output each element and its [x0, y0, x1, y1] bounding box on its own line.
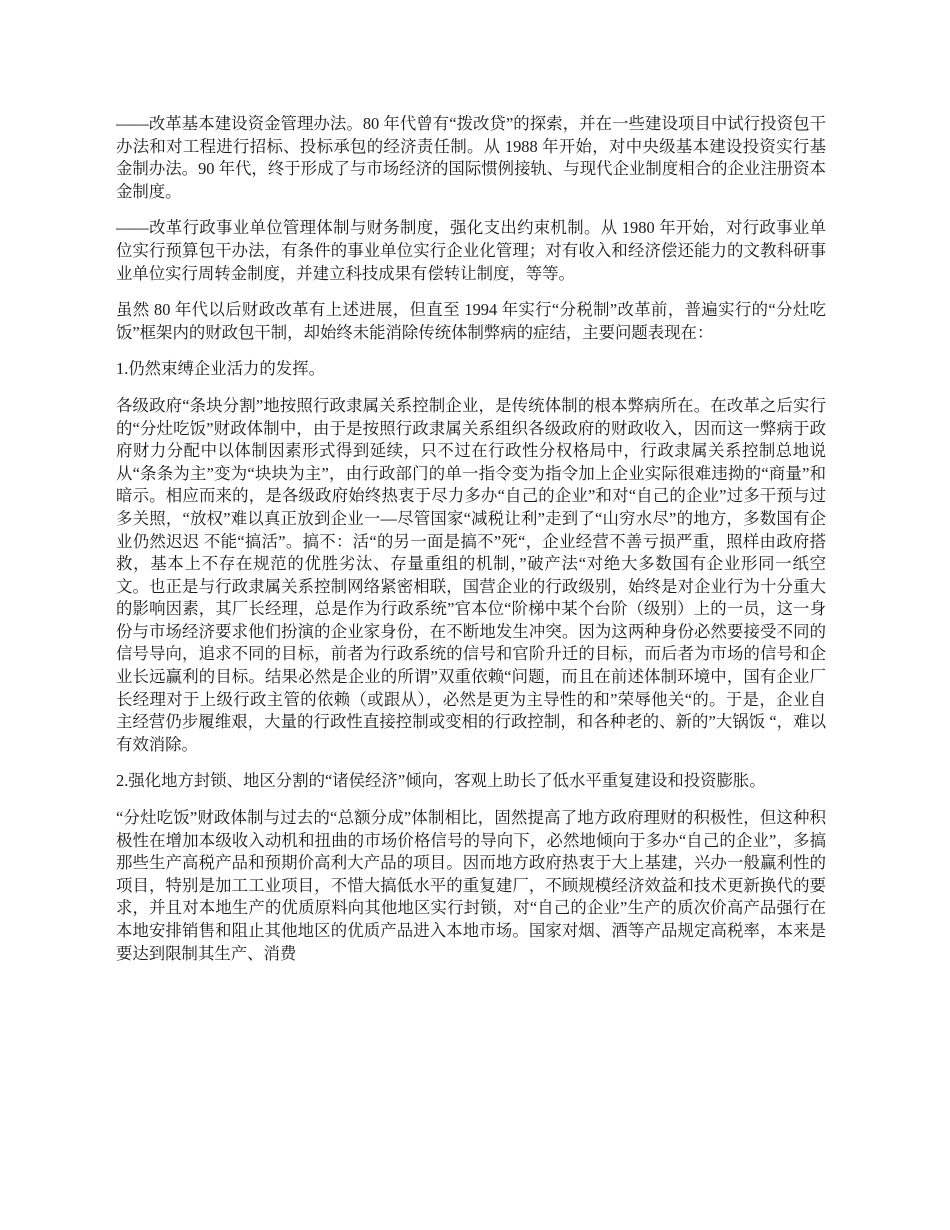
- paragraph-problems-intro: 虽然 80 年代以后财政改革有上述进展，但直至 1994 年实行“分税制”改革前，普遍实行的“分灶吃饭”框架内的财政包干制，却始终未能消除传统体制弊病的症结，主要问题表现在：: [116, 300, 826, 342]
- paragraph-local-protectionism: “分灶吃饭”财政体制与过去的“总额分成”体制相比，固然提高了地方政府理财的积极性，但这种积极性在增加本级收入动机和扭曲的市场价格信号的导向下，必然地倾向于多办“自己的企业”，多搞那些生产高税产品和预期价高利大产品的项目。因而地方政府热衷于大上基建，兴办一般赢利性的项目，特别是加工工业项目，不惜大搞低水平的重复建厂，不顾规模经济效益和技术更新换代的要求，并且对本地生产的优质原料向其他地区实行封锁，对“自己的企业”生产的质次价高产品强行在本地安排销售和阻止其他地区的优质产品进入本地市场。国家对烟、酒等产品规定高税率，本来是要达到限制其生产、消费: [116, 808, 826, 963]
- paragraph-enterprise-control: 各级政府“条块分割”地按照行政隶属关系控制企业，是传统体制的根本弊病所在。在改革之后实行的“分灶吃饭”财政体制中，由于是按照行政隶属关系组织各级政府的财政收入，因而这一弊病于政府财力分配中以体制因素形式得到延续，只不过在行政性分权格局中，行政隶属关系控制总地说从“条条为主”变为“块块为主”，由行政部门的单一指令变为指令加上企业实际很难违拗的“商量”和暗示。相应而来的，是各级政府始终热衷于尽力多办“自己的企业”和对“自己的企业”过多干预与过多关照，“放权”难以真正放到企业一—尽管国家“减税让利”走到了“山穷水尽”的地方，多数国有企业仍然迟迟 不能“搞活”。搞不：活“的另一面是搞不”死“，企业经营不善亏损严重，照样由政府搭救，基本上不存在规范的优胜劣汰、存量重组的机制，”破产法“对绝大多数国有企业形同一纸空文。也正是与行政隶属关系控制网络紧密相联，国营企业的行政级别，始终是对企业行为十分重大的影响因素，其厂长经理，总是作为行政系统”官本位“阶梯中某个台阶（级别）上的一员，这一身份与市场经济要求他们扮演的企业家身份，在不断地发生冲突。因为这两种身份必然要接受不同的信号导向，追求不同的目标，前者为行政系统的信号和官阶升迁的目标，而后者为市场的信号和企业长远赢利的目标。结果必然是企业的所谓”双重依赖“问题，而且在前述体制环境中，国有企业厂长经理对于上级行政主管的依赖（或跟从），必然是更为主导性的和”荣辱他关“的。于是，企业自主经营仍步履维艰，大量的行政性直接控制或变相的行政控制，和各种老的、新的”大锅饭 “，难以有效消除。: [116, 395, 826, 754]
- document-body: [116, 113, 826, 979]
- paragraph-administrative-units-reform: ——改革行政事业单位管理体制与财务制度，强化支出约束机制。从 1980 年开始，对行政事业单位实行预算包干办法，有条件的事业单位实行企业化管理；对有收入和经济偿还能力的文教科研事业单位实行周转金制度，并建立科技成果有偿转让制度，等等。: [116, 218, 826, 283]
- paragraph-heading-2: 2.强化地方封锁、地区分割的“诸侯经济”倾向，客观上助长了低水平重复建设和投资膨胀。: [116, 771, 766, 791]
- paragraph-capital-construction-reform: ——改革基本建设资金管理办法。80 年代曾有“拨改贷”的探索，并在一些建设项目中试行投资包干办法和对工程进行招标、投标承包的经济责任制。从 1988 年开始，对中央级基本建设投资实行基金制办法。90 年代，终于形成了与市场经济的国际惯例接轨、与现代企业制度相合的企业注册资本金制度。: [116, 114, 826, 201]
- paragraph-heading-1: 1.仍然束缚企业活力的发挥。: [116, 359, 325, 379]
